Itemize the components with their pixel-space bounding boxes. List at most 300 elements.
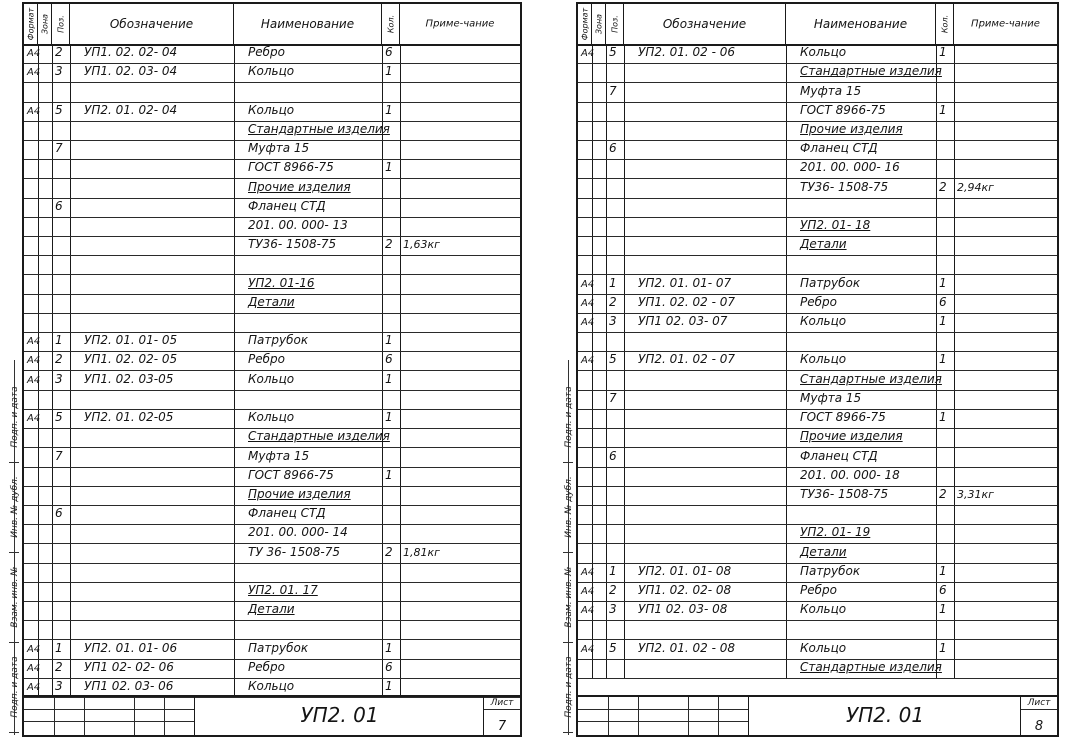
cell-quantity bbox=[936, 121, 954, 140]
quantity-text: 1 bbox=[939, 563, 947, 578]
cell-note bbox=[400, 390, 520, 409]
position-text: 2 bbox=[55, 659, 63, 674]
designation-text: УП2. 01. 01- 07 bbox=[638, 275, 732, 290]
name-text: 201. 00. 000- 16 bbox=[800, 160, 900, 175]
quantity-text: 6 bbox=[385, 659, 393, 674]
cell-format bbox=[578, 543, 592, 562]
cell-note bbox=[954, 236, 1057, 255]
cell-quantity bbox=[936, 371, 954, 390]
cell-note bbox=[400, 659, 520, 678]
cell-name bbox=[786, 236, 936, 255]
cell-zone bbox=[592, 351, 606, 370]
designation-text: УП1. 02. 02 - 07 bbox=[638, 294, 735, 309]
cell-name bbox=[234, 198, 382, 217]
cell-quantity bbox=[382, 294, 400, 313]
cell-name bbox=[234, 371, 382, 390]
cell-zone bbox=[592, 294, 606, 313]
cell-name bbox=[234, 313, 382, 332]
table-row bbox=[24, 178, 520, 198]
name-text: Ребро bbox=[248, 659, 285, 674]
name-text: Фланец СТД bbox=[800, 448, 878, 463]
quantity-text: 1 bbox=[385, 333, 393, 348]
cell-format bbox=[578, 428, 592, 447]
cell-zone bbox=[38, 409, 52, 428]
table-row bbox=[24, 543, 520, 563]
name-text: Ребро bbox=[248, 352, 285, 367]
position-text: 7 bbox=[609, 390, 617, 405]
table-row bbox=[24, 659, 520, 679]
cell-format bbox=[578, 601, 595, 620]
cell-name bbox=[234, 351, 382, 370]
position-text: 2 bbox=[55, 352, 63, 367]
cell-note bbox=[400, 121, 520, 140]
cell-zone bbox=[38, 159, 52, 178]
cell-designation bbox=[70, 82, 234, 101]
name-text: Патрубок bbox=[800, 275, 861, 290]
margin-label: Взам. инв. № bbox=[564, 566, 574, 628]
cell-note bbox=[400, 82, 520, 101]
cell-zone bbox=[592, 44, 606, 63]
table-row bbox=[578, 371, 1057, 391]
cell-name bbox=[234, 140, 382, 159]
table-row bbox=[24, 428, 520, 448]
table-row bbox=[578, 102, 1057, 122]
cell-name bbox=[786, 409, 936, 428]
cell-position bbox=[52, 447, 70, 466]
name-text: Прочие изделия bbox=[800, 429, 903, 444]
cell-format bbox=[24, 467, 38, 486]
header-cell-zone bbox=[38, 4, 52, 44]
quantity-text: 1 bbox=[939, 602, 947, 617]
cell-zone bbox=[38, 582, 52, 601]
cell-quantity bbox=[382, 217, 400, 236]
table-row bbox=[24, 102, 520, 122]
table-row bbox=[578, 582, 1057, 602]
cell-quantity bbox=[936, 140, 954, 159]
cell-zone bbox=[38, 236, 52, 255]
cell-note bbox=[954, 332, 1057, 351]
cell-quantity bbox=[936, 255, 954, 274]
cell-zone bbox=[592, 82, 606, 101]
cell-note bbox=[954, 659, 1057, 678]
cell-position bbox=[606, 236, 624, 255]
name-text: ГОСТ 8966-75 bbox=[800, 410, 886, 425]
cell-quantity bbox=[382, 486, 400, 505]
name-text: Фланец СТД bbox=[800, 141, 878, 156]
quantity-text: 1 bbox=[385, 640, 393, 655]
cell-name bbox=[234, 524, 382, 543]
cell-zone bbox=[38, 217, 52, 236]
title-block-grid bbox=[24, 697, 194, 735]
table-row bbox=[24, 601, 520, 621]
cell-name bbox=[786, 428, 936, 447]
table-row bbox=[578, 274, 1057, 294]
cell-zone bbox=[38, 447, 52, 466]
quantity-text: 1 bbox=[939, 45, 947, 60]
quantity-text: 1 bbox=[385, 678, 393, 693]
cell-designation bbox=[70, 582, 234, 601]
name-text: Кольцо bbox=[248, 64, 295, 79]
cell-format bbox=[24, 582, 38, 601]
table-header bbox=[24, 4, 520, 46]
cell-designation bbox=[70, 140, 234, 159]
cell-note bbox=[954, 274, 1057, 293]
document-code: УП2. 01 bbox=[194, 697, 484, 735]
cell-note bbox=[954, 82, 1057, 101]
table-row bbox=[578, 121, 1057, 141]
cell-name bbox=[234, 255, 382, 274]
cell-zone bbox=[592, 140, 606, 159]
cell-note bbox=[954, 486, 1057, 505]
cell-designation bbox=[624, 371, 786, 390]
table-row bbox=[24, 409, 520, 429]
cell-format bbox=[24, 255, 38, 274]
cell-quantity bbox=[936, 63, 954, 82]
cell-note bbox=[400, 63, 520, 82]
table-row bbox=[578, 255, 1057, 275]
cell-position bbox=[606, 371, 624, 390]
format-text: А4 bbox=[581, 278, 595, 290]
cell-position bbox=[606, 639, 624, 658]
cell-position bbox=[606, 217, 624, 236]
header-cell-qty bbox=[382, 4, 400, 44]
cell-designation bbox=[624, 505, 786, 524]
cell-zone bbox=[38, 390, 52, 409]
cell-zone bbox=[592, 543, 606, 562]
cell-quantity bbox=[936, 102, 954, 121]
cell-designation bbox=[624, 44, 786, 63]
cell-designation bbox=[70, 505, 234, 524]
cell-designation bbox=[70, 159, 234, 178]
table-row bbox=[24, 140, 520, 160]
cell-format bbox=[24, 82, 38, 101]
cell-zone bbox=[592, 563, 606, 582]
cell-quantity bbox=[382, 409, 400, 428]
cell-name bbox=[786, 639, 936, 658]
cell-position bbox=[52, 563, 70, 582]
cell-format bbox=[578, 236, 592, 255]
format-text: А4 bbox=[581, 643, 595, 655]
cell-designation bbox=[70, 217, 234, 236]
cell-note bbox=[954, 428, 1057, 447]
designation-text: УП2. 01. 02 - 06 bbox=[638, 45, 735, 60]
cell-name bbox=[234, 102, 382, 121]
cell-note bbox=[954, 524, 1057, 543]
name-text: ТУ36- 1508-75 bbox=[248, 237, 337, 252]
cell-zone bbox=[38, 620, 52, 639]
table-row bbox=[578, 44, 1057, 64]
cell-position bbox=[52, 63, 70, 82]
cell-quantity bbox=[382, 351, 400, 370]
header-label-qty: Кол. bbox=[940, 14, 949, 34]
margin-separator bbox=[563, 732, 573, 733]
cell-quantity bbox=[382, 121, 400, 140]
name-text: Ребро bbox=[800, 294, 837, 309]
table-row bbox=[24, 351, 520, 371]
cell-format bbox=[578, 82, 592, 101]
cell-designation bbox=[70, 371, 234, 390]
table-row bbox=[578, 332, 1057, 352]
quantity-text: 2 bbox=[385, 544, 393, 559]
cell-position bbox=[606, 140, 624, 159]
cell-designation bbox=[624, 543, 786, 562]
table-row bbox=[24, 505, 520, 525]
cell-position bbox=[52, 620, 70, 639]
sheet-number-box bbox=[1020, 697, 1057, 735]
cell-format bbox=[24, 140, 38, 159]
header-label-qty: Кол. bbox=[386, 14, 395, 34]
cell-note bbox=[400, 601, 520, 620]
name-text: Кольцо bbox=[248, 678, 295, 693]
cell-position bbox=[52, 659, 70, 678]
margin-label: Инв. № дубл. bbox=[10, 476, 20, 538]
cell-designation bbox=[624, 428, 786, 447]
cell-note bbox=[954, 294, 1057, 313]
cell-name bbox=[234, 63, 382, 82]
cell-designation bbox=[624, 82, 786, 101]
cell-zone bbox=[38, 371, 52, 390]
quantity-text: 2 bbox=[939, 486, 947, 501]
cell-quantity bbox=[936, 217, 954, 236]
table-row bbox=[578, 505, 1057, 525]
cell-position bbox=[52, 467, 70, 486]
table-row bbox=[578, 351, 1057, 371]
header-label-designation: Обозначение bbox=[662, 17, 747, 31]
position-text: 5 bbox=[609, 45, 617, 60]
cell-designation bbox=[70, 543, 234, 562]
cell-note bbox=[954, 44, 1057, 63]
format-text: А4 bbox=[27, 355, 41, 367]
cell-name bbox=[786, 601, 936, 620]
cell-format bbox=[578, 255, 592, 274]
cell-note bbox=[954, 140, 1057, 159]
cell-name bbox=[786, 255, 936, 274]
name-text: Кольцо bbox=[800, 640, 847, 655]
format-text: А4 bbox=[581, 585, 595, 597]
position-text: 5 bbox=[55, 102, 63, 117]
position-text: 5 bbox=[55, 410, 63, 425]
cell-note bbox=[400, 505, 520, 524]
cell-zone bbox=[592, 159, 606, 178]
table-row bbox=[24, 620, 520, 640]
cell-name bbox=[234, 409, 382, 428]
cell-designation bbox=[624, 63, 786, 82]
cell-position bbox=[52, 371, 70, 390]
cell-position bbox=[52, 351, 70, 370]
position-text: 2 bbox=[609, 582, 617, 597]
designation-text: УП1. 02. 03- 04 bbox=[84, 64, 178, 79]
name-text: Кольцо bbox=[800, 352, 847, 367]
cell-name bbox=[786, 121, 936, 140]
cell-format bbox=[578, 351, 595, 370]
format-text: А4 bbox=[581, 605, 595, 617]
cell-quantity bbox=[382, 82, 400, 101]
cell-name bbox=[786, 659, 942, 678]
cell-quantity bbox=[936, 563, 954, 582]
header-label-format: Формат bbox=[580, 7, 589, 41]
cell-zone bbox=[592, 601, 606, 620]
table-row bbox=[578, 82, 1057, 102]
cell-position bbox=[606, 601, 624, 620]
cell-format bbox=[578, 198, 592, 217]
cell-format bbox=[24, 447, 38, 466]
format-text: А4 bbox=[27, 105, 41, 117]
cell-quantity bbox=[936, 505, 954, 524]
quantity-text: 1 bbox=[939, 275, 947, 290]
name-text: 201. 00. 000- 14 bbox=[248, 525, 348, 540]
name-text: Детали bbox=[800, 544, 847, 559]
cell-note bbox=[400, 371, 520, 390]
cell-format bbox=[578, 102, 592, 121]
table-row bbox=[578, 236, 1057, 256]
cell-quantity bbox=[382, 601, 400, 620]
cell-position bbox=[52, 236, 70, 255]
position-text: 5 bbox=[609, 352, 617, 367]
quantity-text: 1 bbox=[939, 640, 947, 655]
cell-designation bbox=[624, 524, 786, 543]
cell-zone bbox=[38, 601, 52, 620]
table-row bbox=[24, 486, 520, 506]
cell-name bbox=[786, 313, 936, 332]
header-label-note: Приме-чание bbox=[425, 18, 495, 30]
header-cell-format bbox=[578, 4, 592, 44]
quantity-text: 1 bbox=[385, 64, 393, 79]
name-text: Прочие изделия bbox=[248, 486, 351, 501]
table-row bbox=[24, 217, 520, 237]
cell-format bbox=[578, 313, 595, 332]
cell-position bbox=[606, 620, 624, 639]
grid-line bbox=[718, 697, 719, 735]
name-text: Детали bbox=[800, 237, 847, 252]
cell-quantity bbox=[936, 390, 954, 409]
cell-zone bbox=[38, 178, 52, 197]
table-row bbox=[24, 563, 520, 583]
cell-format bbox=[24, 159, 38, 178]
cell-note bbox=[954, 639, 1057, 658]
cell-format bbox=[24, 63, 41, 82]
cell-quantity bbox=[936, 351, 954, 370]
cell-format bbox=[578, 409, 592, 428]
grid-line bbox=[608, 697, 609, 735]
cell-format bbox=[578, 447, 592, 466]
cell-position bbox=[52, 102, 70, 121]
position-text: 1 bbox=[55, 333, 63, 348]
table-row bbox=[24, 255, 520, 275]
cell-zone bbox=[38, 198, 52, 217]
table-body bbox=[578, 44, 1057, 678]
cell-name bbox=[786, 543, 936, 562]
name-text: Прочие изделия bbox=[248, 179, 351, 194]
header-cell-designation bbox=[70, 4, 234, 44]
cell-quantity bbox=[382, 639, 400, 658]
title-block-grid bbox=[578, 697, 748, 735]
cell-designation bbox=[624, 236, 786, 255]
name-text: УП2. 01. 17 bbox=[248, 582, 318, 597]
cell-quantity bbox=[382, 140, 400, 159]
cell-format bbox=[24, 44, 41, 63]
cell-format bbox=[578, 582, 595, 601]
cell-zone bbox=[592, 217, 606, 236]
cell-designation bbox=[624, 620, 786, 639]
name-text: Кольцо bbox=[248, 410, 295, 425]
designation-text: УП1. 02. 03-05 bbox=[84, 371, 174, 386]
cell-note bbox=[400, 102, 520, 121]
cell-format bbox=[578, 486, 592, 505]
cell-position bbox=[606, 505, 624, 524]
cell-zone bbox=[592, 178, 606, 197]
name-text: ГОСТ 8966-75 bbox=[248, 467, 334, 482]
cell-position bbox=[52, 140, 70, 159]
cell-designation bbox=[70, 563, 234, 582]
cell-designation bbox=[70, 409, 234, 428]
cell-note bbox=[400, 255, 520, 274]
cell-position bbox=[52, 121, 70, 140]
cell-designation bbox=[70, 274, 234, 293]
cell-note bbox=[400, 217, 520, 236]
cell-position bbox=[606, 524, 624, 543]
note-text: 3,31кг bbox=[957, 487, 994, 501]
cell-quantity bbox=[382, 63, 400, 82]
cell-note bbox=[400, 159, 520, 178]
quantity-text: 1 bbox=[385, 102, 393, 117]
position-text: 3 bbox=[609, 314, 617, 329]
format-text: А4 bbox=[581, 566, 595, 578]
note-text: 1,81кг bbox=[403, 545, 440, 559]
cell-designation bbox=[70, 294, 234, 313]
table-row bbox=[578, 390, 1057, 410]
cell-quantity bbox=[936, 428, 954, 447]
format-text: А4 bbox=[581, 48, 595, 60]
cell-name bbox=[786, 217, 936, 236]
cell-name bbox=[786, 274, 936, 293]
cell-name bbox=[234, 294, 382, 313]
name-text: Патрубок bbox=[248, 333, 309, 348]
sheet-number: 7 bbox=[497, 719, 507, 734]
cell-designation bbox=[70, 102, 234, 121]
cell-zone bbox=[38, 140, 52, 159]
cell-name bbox=[786, 159, 936, 178]
cell-zone bbox=[38, 102, 52, 121]
cell-note bbox=[400, 178, 520, 197]
cell-zone bbox=[38, 255, 52, 274]
cell-zone bbox=[38, 274, 52, 293]
name-text: Прочие изделия bbox=[800, 122, 903, 137]
position-text: 1 bbox=[609, 563, 617, 578]
format-text: А4 bbox=[27, 643, 41, 655]
table-row bbox=[578, 428, 1057, 448]
table-row bbox=[24, 236, 520, 256]
cell-position bbox=[606, 102, 624, 121]
name-text: ГОСТ 8966-75 bbox=[248, 160, 334, 175]
cell-quantity bbox=[936, 409, 954, 428]
cell-quantity bbox=[936, 198, 954, 217]
cell-note bbox=[400, 467, 520, 486]
cell-zone bbox=[38, 639, 52, 658]
cell-name bbox=[786, 486, 936, 505]
designation-text: УП1 02. 03- 08 bbox=[638, 602, 728, 617]
cell-format bbox=[24, 428, 38, 447]
quantity-text: 1 bbox=[385, 410, 393, 425]
cell-designation bbox=[70, 178, 234, 197]
cell-note bbox=[400, 198, 520, 217]
cell-zone bbox=[592, 409, 606, 428]
cell-note bbox=[400, 563, 520, 582]
cell-name bbox=[234, 217, 382, 236]
quantity-text: 2 bbox=[939, 179, 947, 194]
table-row bbox=[578, 601, 1057, 621]
cell-note bbox=[954, 371, 1057, 390]
table-row bbox=[24, 44, 520, 64]
